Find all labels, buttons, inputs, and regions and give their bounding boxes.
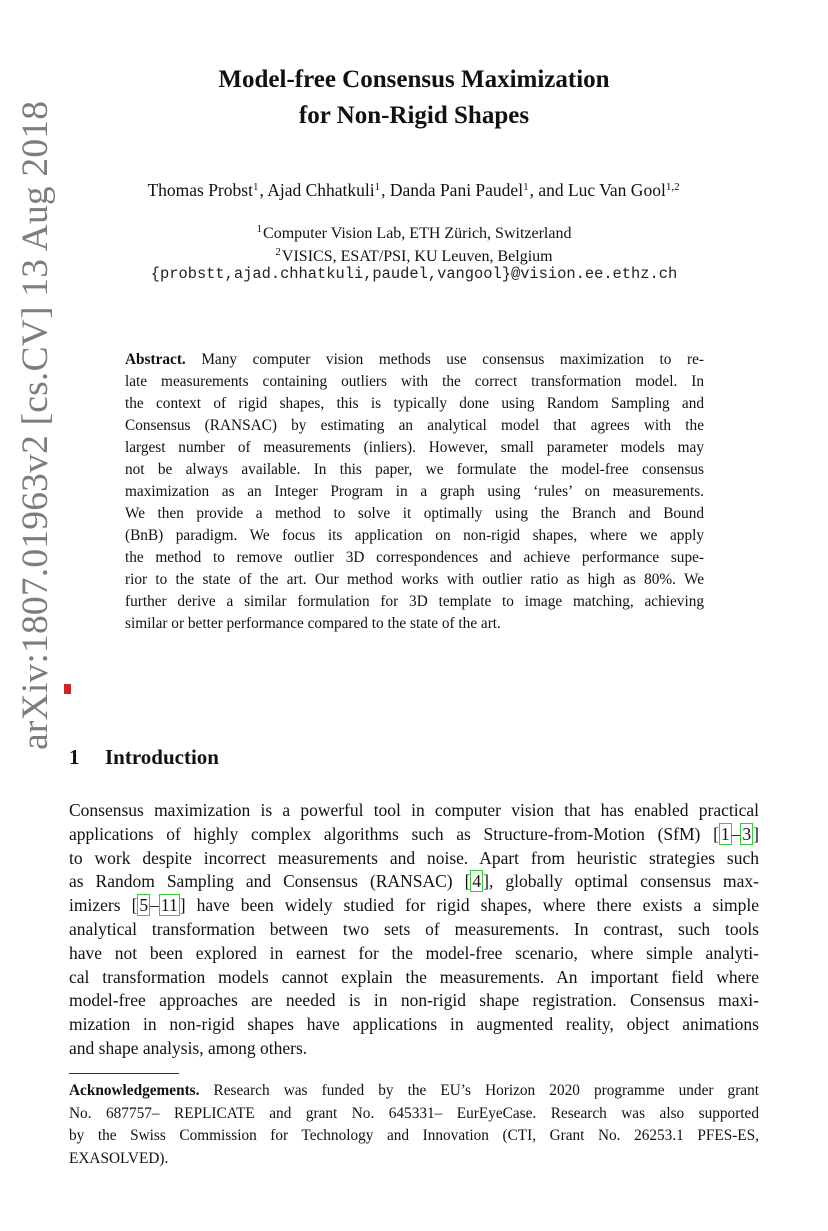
abstract-line: the method to remove outlier 3D correspondences and achieve performance supe- bbox=[125, 549, 704, 566]
body-line: have not been explored in earnest for the model-free scenario, where simple analyti- bbox=[69, 942, 759, 963]
red-marker bbox=[64, 684, 71, 694]
affiliation-sup: 2 bbox=[275, 246, 281, 258]
section-title: Introduction bbox=[105, 745, 219, 769]
abstract-line: (BnB) paradigm. We focus its application on non-rigid shapes, where we apply bbox=[125, 527, 704, 544]
author-affil-sup: 1 bbox=[252, 181, 259, 193]
citation-link[interactable]: 1 bbox=[720, 823, 730, 844]
paper-title bbox=[0, 62, 828, 134]
abstract-line: rior to the state of the art. Our method works with outlier ratio as high as 80%. We bbox=[125, 571, 704, 588]
citation-link[interactable]: 3 bbox=[742, 823, 752, 844]
abstract-line: Consensus (RANSAC) by estimating an analytical model that agrees with the bbox=[125, 417, 704, 434]
body-line: to work despite incorrect measurements and noise. Apart from heuristic strategies such bbox=[69, 847, 759, 868]
body-line: Consensus maximization is a powerful tool in computer vision that has enabled practical bbox=[69, 800, 759, 820]
body-line: imizers [ 5 – 11 ] have been widely studied for rigid shapes, where there exists a simple bbox=[69, 895, 759, 916]
title-line-1: Model-free Consensus Maximization bbox=[218, 66, 610, 93]
body-line: and shape analysis, among others. bbox=[69, 1037, 308, 1058]
author-name: , Ajad Chhatkuli bbox=[259, 180, 375, 200]
introduction-body bbox=[69, 799, 759, 1061]
author-emails: {probstt,ajad.chhatkuli,paudel,vangool}@vision.ee.ethz.ch bbox=[150, 265, 678, 283]
author-affil-sup: 1,2 bbox=[665, 181, 680, 193]
abstract-label: Abstract. bbox=[125, 351, 186, 368]
citation-link[interactable]: 5 bbox=[139, 895, 149, 916]
section-heading bbox=[69, 744, 219, 770]
abstract-line: further derive a similar formulation for 3D template to image matching, achieving bbox=[125, 593, 704, 610]
abstract-line: Abstract. Many computer vision methods use consensus maximization to re- bbox=[125, 351, 704, 368]
abstract-line: similar or better performance compared to the state of the art. bbox=[125, 615, 501, 632]
citation-link[interactable]: 4 bbox=[472, 871, 482, 892]
author-affil-sup: 1 bbox=[523, 181, 529, 193]
footnote-line: by the Swiss Commission for Technology and Innovation (CTI, Grant No. 26253.1 PFES-ES, bbox=[69, 1127, 759, 1144]
affiliation-sup: 1 bbox=[256, 223, 263, 235]
title-line-2: for Non-Rigid Shapes bbox=[298, 102, 530, 129]
body-line: as Random Sampling and Consensus (RANSAC) [ 4 ], globally optimal consensus max- bbox=[69, 871, 760, 892]
body-line: applications of highly complex algorithms such as Structure-from-Motion (SfM) [ 1 – 3 ] bbox=[69, 823, 759, 844]
affiliation-text: VISICS, ESAT/PSI, KU Leuven, Belgium bbox=[281, 248, 553, 265]
footnote-line: No. 687757– REPLICATE and grant No. 645331– EurEyeCase. Research was also supported bbox=[69, 1104, 759, 1122]
footnote-divider bbox=[69, 1073, 179, 1074]
footnote-line: EXASOLVED). bbox=[69, 1149, 169, 1167]
body-line: cal transformation models cannot explain the measurements. An important field where bbox=[69, 966, 759, 987]
citation-link[interactable]: 11 bbox=[160, 895, 178, 916]
abstract-line: late measurements containing outliers with the correct transformation model. In bbox=[125, 373, 704, 390]
abstract-line: maximization as an Integer Program in a graph using ‘rules’ on measurements. bbox=[125, 483, 704, 500]
arxiv-identifier-stamp: arXiv:1807.01963v2 [cs.CV] 13 Aug 2018 bbox=[15, 100, 56, 750]
abstract bbox=[125, 349, 704, 635]
section-number: 1 bbox=[69, 745, 80, 769]
body-line: mization in non-rigid shapes have applications in augmented reality, object animations bbox=[69, 1014, 759, 1035]
body-line: model-free approaches are needed is in non-rigid shape registration. Consensus maxi- bbox=[69, 990, 759, 1011]
acknowledgements-footnote bbox=[69, 1080, 759, 1170]
abstract-line: We then provide a method to solve it optimally using the Branch and Bound bbox=[125, 505, 704, 522]
footnote-line: Acknowledgements. Research was funded by the EU’s Horizon 2020 programme under grant bbox=[69, 1082, 759, 1099]
author-name: , and Luc Van Gool bbox=[529, 180, 666, 200]
author-list bbox=[0, 175, 828, 202]
abstract-line: not be always available. In this paper, we formulate the model-free consensus bbox=[125, 461, 704, 478]
acknowledgements-label: Acknowledgements. bbox=[69, 1082, 200, 1099]
abstract-line: the context of rigid shapes, this is typically done using Random Sampling and bbox=[125, 395, 704, 412]
author-name: Thomas Probst bbox=[147, 180, 253, 200]
affiliation-text: Computer Vision Lab, ETH Zürich, Switzerland bbox=[263, 225, 572, 242]
author-affil-sup: 1 bbox=[374, 181, 381, 193]
author-name: , Danda Pani Paudel bbox=[381, 180, 524, 200]
body-line: analytical transformation between two sets of measurements. In contrast, such tools bbox=[69, 918, 759, 939]
abstract-line: largest number of measurements (inliers). However, small parameter models may bbox=[125, 439, 704, 456]
